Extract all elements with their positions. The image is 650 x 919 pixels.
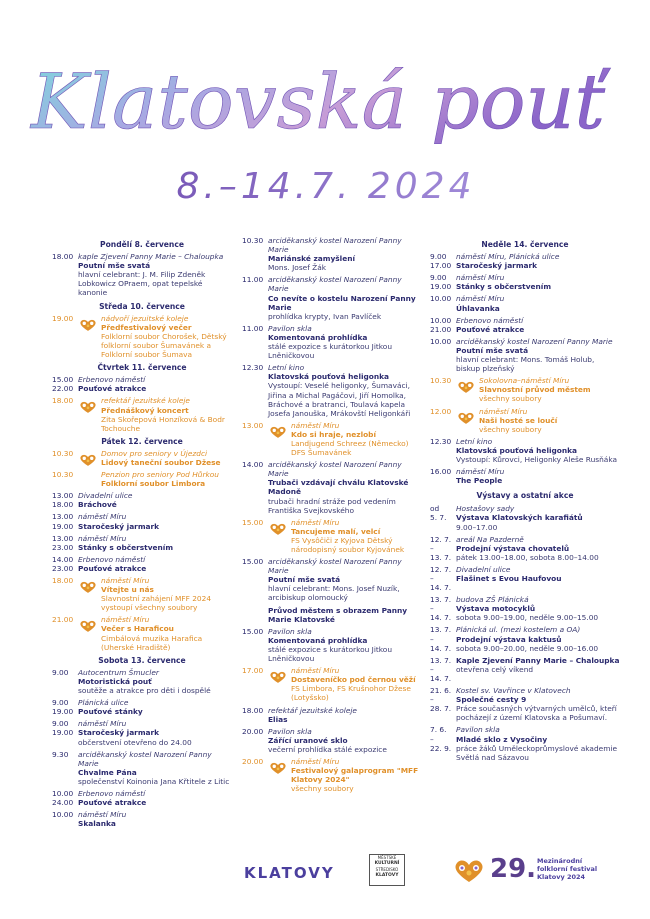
event-title: Kaple Zjevení Panny Marie – Chaloupka — [456, 655, 620, 665]
event-place: Erbenovo náměstí — [78, 554, 146, 564]
event-time: 10.00 — [52, 810, 74, 820]
event-place: arciděkanský kostel Narození Panny Marie — [268, 557, 402, 576]
event-title: Pouťové atrakce — [78, 798, 147, 808]
event-description: pátek 13.00–18.00, sobota 8.00–14.00 — [456, 552, 599, 562]
program-event — [430, 725, 620, 761]
event-title: Úhlavanka — [456, 303, 500, 313]
event-title: Festivalový galaprogram "MFF Klatovy 2024" — [291, 766, 419, 785]
event-title: Pouťové atrakce — [78, 563, 147, 573]
event-place: náměstí Míru — [78, 719, 127, 729]
program-event — [430, 316, 620, 334]
event-place: Plánická ulice — [78, 698, 129, 708]
event-title: Prodejní výstava chovatelů — [456, 543, 570, 553]
event-description: sobota 9.00–20.00, neděle 9.00–16.00 — [456, 643, 599, 653]
program-event — [242, 666, 422, 702]
event-time: 13. 7. – 14. 7. — [430, 655, 452, 683]
event-title: Kdo si hraje, nezlobí — [291, 429, 377, 439]
event-time: 15.00 — [242, 626, 264, 636]
event-title: Komentovaná prohlídka — [268, 332, 368, 342]
event-time: 9.30 — [52, 749, 69, 759]
event-place: Erbenovo náměstí — [456, 315, 524, 325]
program-event — [242, 460, 422, 515]
mks-line: KULTURNÍ — [374, 861, 400, 866]
event-time: 18.00 — [52, 576, 74, 585]
program-event — [52, 314, 232, 359]
event-description: Cimbálová muzika Harafica (Uherské Hradiště) — [101, 633, 203, 652]
program-event — [52, 449, 232, 467]
folk-ornament-icon — [78, 580, 98, 594]
festival-line: Klatovy 2024 — [537, 873, 586, 881]
program-event — [242, 727, 422, 754]
program-event — [430, 565, 620, 592]
program-column-1 — [52, 236, 232, 831]
event-description: Práce současných výtvarných umělců, kteří pocházejí z území Klatovska a Pošumaví. — [456, 704, 617, 723]
mks-line: MĚSTSKÉ — [377, 855, 397, 860]
program-event — [430, 437, 620, 464]
event-time: 10.30 — [52, 448, 74, 458]
program-event — [430, 252, 620, 270]
program-event — [52, 810, 232, 828]
day-heading: Neděle 14. července — [481, 240, 569, 249]
event-place: refektář jezuitské koleje — [101, 396, 190, 406]
program-event — [430, 273, 620, 291]
program-event — [52, 576, 232, 612]
event-time: 10.30 — [430, 376, 452, 386]
event-time: 10.00 21.00 — [430, 315, 452, 334]
event-time: 10.30 — [52, 470, 74, 480]
program-event — [242, 363, 422, 418]
event-title: Přednáškový koncert — [101, 405, 189, 415]
event-description: všechny soubory — [479, 424, 542, 434]
program-event — [52, 698, 232, 716]
event-time: 13.00 23.00 — [52, 533, 74, 552]
exhibitions-list — [430, 504, 620, 761]
event-place: Letní kino — [268, 363, 305, 373]
folk-ornament-icon — [78, 400, 98, 414]
event-title: Stánky s občerstvením — [78, 542, 174, 552]
event-place: náměstí Míru — [78, 512, 127, 522]
event-place: Pavilon skla — [456, 725, 500, 735]
program-event — [242, 706, 422, 724]
event-time: 14.00 — [242, 460, 264, 470]
event-time: 21.00 — [52, 615, 74, 625]
event-title: Pouťové stánky — [78, 707, 143, 717]
event-title: Výstava motocyklů — [456, 604, 536, 614]
event-description: otevřena celý víkend — [456, 664, 534, 674]
event-time: 12.30 — [242, 363, 264, 373]
event-title: Slavnostní průvod městem — [479, 385, 591, 395]
klatovy-logo: KLATOVY — [244, 864, 335, 882]
event-place: arciděkanský kostel Narození Panny Marie — [268, 236, 402, 255]
event-time: 18.00 — [242, 705, 264, 715]
folk-ornament-icon — [456, 380, 476, 394]
event-place: Pavilon skla — [268, 323, 312, 333]
program-event — [242, 324, 422, 360]
program-event — [430, 656, 620, 683]
hero — [0, 0, 650, 230]
event-place: Kostel sv. Vavřince v Klatovech — [456, 686, 571, 696]
event-time: 10.00 24.00 — [52, 788, 74, 808]
program-event — [52, 719, 232, 746]
event-description: hlavní celebrant: Mons. Tomáš Holub, biskup plzeňský — [456, 355, 595, 374]
day-heading: Čtvrtek 11. července — [97, 363, 187, 373]
event-time: 15.00 22.00 — [52, 375, 74, 394]
event-description: všechny soubory — [291, 784, 354, 794]
program-event — [430, 504, 620, 531]
event-title: Stánky s občerstvením — [456, 282, 552, 292]
event-place: náměstí Míru — [479, 406, 528, 416]
event-description: všechny soubory — [479, 394, 542, 404]
folk-ornament-icon — [456, 411, 476, 425]
event-place: refektář jezuitské koleje — [268, 705, 357, 715]
event-description: Vystoupí: Veselé heligonky, Šumaváci, Jiřina a Michal Pagáčovi, Jiří Homolka, Bráchové a bratranci, Toulavá kapela Josefa Janouška, Mrákovští Heligonkáři — [268, 381, 411, 418]
event-place: Divadelní ulice — [456, 564, 511, 574]
folk-ornament-icon — [268, 761, 288, 775]
folk-ornament-icon — [451, 858, 487, 884]
event-title: Prodejní výstava kaktusů — [456, 634, 562, 644]
event-title: Poutní mše svatá — [78, 261, 151, 271]
program-event — [242, 627, 422, 663]
event-time: 12. 7. – 13. 7. — [430, 534, 452, 562]
program-event — [430, 535, 620, 562]
hero-graphic — [0, 0, 650, 230]
event-place: náměstí Míru — [456, 467, 505, 477]
program-event — [430, 407, 620, 434]
event-description: hlavní celebrant: Mons. Josef Nuzík, arcibiskup olomoucký — [268, 584, 400, 603]
mks-logo — [369, 854, 405, 886]
event-place: Sokolovna–náměstí Míru — [479, 376, 570, 386]
event-description: stálé expozice s kurátorkou Jitkou Lněničkovou — [268, 644, 393, 664]
event-place: náměstí Míru — [291, 517, 340, 527]
event-time: 12. 7. – 14. 7. — [430, 564, 452, 593]
program-event — [430, 686, 620, 722]
event-description: společenství Koinonia Jana Křtitele z Litic — [78, 776, 230, 786]
program-event — [52, 750, 232, 786]
festival-text — [537, 857, 597, 881]
event-title: Staročeský jarmark — [78, 521, 160, 531]
event-place: Plánická ul. (mezi kostelem a OA) — [456, 625, 581, 635]
event-time: 11.00 — [242, 275, 264, 285]
festival-number: 29. — [490, 854, 537, 884]
event-time: 20.00 — [242, 726, 264, 736]
day-heading: Pátek 12. července — [101, 436, 183, 446]
program-event — [430, 294, 620, 312]
event-title: Motoristická pouť — [78, 676, 152, 686]
event-title: Naši hosté se loučí — [479, 415, 558, 425]
event-time: 9.00 19.00 — [52, 698, 74, 717]
event-time: 13. 7. – 14. 7. — [430, 625, 452, 653]
event-place: Penzion pro seniory Pod Hůrkou — [101, 470, 219, 480]
event-title: Mladé sklo z Vysočiny — [456, 734, 548, 744]
event-description: Landjugend Schreez (Německo) DFS Šumavánek — [291, 438, 409, 458]
event-place: arciděkanský kostel Narození Panny Marie — [78, 749, 212, 768]
program-event — [52, 555, 232, 573]
event-time: 13. 7. – 14. 7. — [430, 595, 452, 623]
event-description: FS Limbora, FS Krušnohor Džese (Lotyšsko) — [291, 684, 411, 703]
event-time: 20.00 — [242, 756, 264, 766]
festival-line: Mezinárodní — [537, 857, 583, 865]
event-title: Staročeský jarmark — [78, 728, 160, 738]
program-event — [430, 595, 620, 622]
program-event — [52, 470, 232, 488]
event-title: Elias — [268, 714, 288, 724]
folk-ornament-icon — [78, 619, 98, 633]
program-event — [52, 512, 232, 530]
event-description: práce žáků Uměleckoprůmyslové akademie Světlá nad Sázavou — [456, 743, 617, 762]
program-event — [430, 337, 620, 373]
event-place: Erbenovo náměstí — [78, 375, 146, 385]
event-description: občerstvení otevřeno do 24.00 — [78, 737, 192, 747]
event-place: arciděkanský kostel Narození Panny Marie — [268, 460, 402, 479]
program-event — [242, 606, 422, 624]
exhibitions-heading: Výstavy a ostatní akce — [476, 491, 574, 501]
festival-logo — [451, 852, 611, 888]
event-time: 15.00 — [242, 557, 264, 567]
event-title: Pouťové atrakce — [78, 384, 147, 394]
event-place: náměstí Míru — [456, 273, 505, 283]
event-title: Staročeský jarmark — [456, 261, 538, 271]
event-place: Pavilon skla — [268, 626, 312, 636]
event-title: Mariánské zamyšlení — [268, 254, 356, 264]
event-title: Komentovaná prohlídka — [268, 635, 368, 645]
program-column-3 — [430, 236, 620, 765]
event-time: 17.00 — [242, 666, 264, 676]
event-title: Chvalme Pána — [78, 767, 137, 777]
program-event — [52, 375, 232, 393]
festival-line: folklorní festival — [537, 865, 598, 873]
event-description: sobota 9.00–19.00, neděle 9.00–15.00 — [456, 613, 599, 623]
event-title: Poutní mše svatá — [268, 575, 341, 585]
event-title: Zářící uranové sklo — [268, 735, 348, 745]
event-place: náměstí Míru — [78, 810, 127, 820]
event-description: hlavní celebrant: J. M. Filip Zdeněk Lobkowicz OPraem, opat tepelské kanonie — [78, 270, 206, 298]
page-title: Klatovská pouť — [30, 57, 606, 146]
mks-line: KLATOVY — [375, 873, 399, 878]
program-event — [52, 615, 232, 651]
event-description: Zita Skořepová Honzíková & Bodr Tochouche — [101, 414, 225, 433]
event-title: Flašinet s Evou Haufovou — [456, 574, 562, 583]
event-time: 12.30 — [430, 436, 452, 446]
program-event — [242, 236, 422, 272]
event-title: Klatovská pouťová heligonka — [456, 445, 578, 455]
event-title: Výstava Klatovských karafiátů — [456, 513, 583, 523]
event-description: trubači hradní stráže pod vedením Františka Svejkovského — [268, 496, 396, 515]
date-range: 8.–14.7. 2024 — [176, 166, 476, 207]
event-place: Pavilon skla — [268, 726, 312, 736]
event-title: Předfestivalový večer — [101, 322, 192, 332]
event-time: 7. 6. – 22. 9. — [430, 725, 452, 753]
event-title: Klatovská pouťová heligonka — [268, 372, 390, 382]
event-time — [242, 606, 268, 624]
event-description: FS Vysôčiči z Kyjova Dětský národopisný soubor Kyjovánek — [291, 535, 405, 554]
program-event — [242, 518, 422, 554]
event-place: náměstí Míru, Plánická ulice — [456, 252, 560, 262]
event-place: Divadelní ulice — [78, 491, 133, 501]
program-event — [52, 789, 232, 807]
event-description: stálé expozice s kurátorkou Jitkou Lněničkovou — [268, 342, 393, 361]
event-time: 10.30 — [242, 236, 264, 245]
program-event — [52, 668, 232, 695]
event-title: Co nevíte o kostelu Narození Panny Marie — [268, 293, 416, 312]
mks-line: STŘEDISKO — [375, 867, 399, 872]
event-place: Hostašovy sady — [456, 504, 515, 514]
day-heading: Středa 10. července — [99, 301, 185, 311]
event-title: Skalanka — [78, 819, 116, 829]
program-event — [430, 467, 620, 485]
event-place: kaple Zjevení Panny Marie – Chaloupka — [78, 252, 224, 262]
event-description: 9.00–17.00 — [456, 522, 498, 532]
program-event — [52, 252, 232, 297]
event-time: 13.00 — [242, 420, 264, 430]
event-place: areál Na Pazderně — [456, 534, 524, 544]
day-heading: Pondělí 8. července — [100, 240, 184, 249]
program-event — [242, 275, 422, 320]
event-description: soutěže a atrakce pro děti i dospělé — [78, 686, 211, 696]
program-column-2 — [242, 236, 422, 796]
event-place: náměstí Míru — [456, 294, 505, 304]
folk-ornament-icon — [268, 522, 288, 536]
event-title: Folklorní soubor Limbora — [101, 479, 206, 489]
event-place: nádvoří jezuitské koleje — [101, 313, 189, 323]
event-title: Dostaveníčko pod černou věží — [291, 675, 416, 685]
event-place: náměstí Míru — [291, 666, 340, 676]
event-place: budova ZŠ Plánická — [456, 595, 529, 605]
event-title: Tancujeme malí, velcí — [291, 526, 381, 536]
event-place: Domov pro seniory v Újezdci — [101, 448, 208, 458]
event-time: 16.00 — [430, 467, 452, 477]
folk-ornament-icon — [268, 425, 288, 439]
program-event — [242, 421, 422, 457]
event-time: 21. 6. – 28. 7. — [430, 686, 452, 714]
event-time: 19.00 — [52, 313, 74, 323]
event-time: 11.00 — [242, 323, 264, 333]
sunday-events — [430, 252, 620, 485]
event-time: 13.00 19.00 — [52, 512, 74, 531]
program-event — [242, 557, 422, 602]
event-title: Průvod městem s obrazem Panny Marie Klatovské — [268, 605, 408, 624]
event-title: Poutní mše svatá — [456, 345, 529, 355]
event-time: 10.00 — [430, 294, 452, 304]
event-title: The People — [456, 476, 503, 486]
event-time: 9.00 19.00 — [52, 719, 74, 738]
program-event — [52, 491, 232, 509]
event-description: Mons. Josef Žák — [268, 263, 327, 273]
event-place: arciděkanský kostel Narození Panny Marie — [268, 275, 402, 294]
event-title: Vítejte u nás — [101, 585, 154, 595]
event-place: náměstí Míru — [291, 756, 340, 766]
event-title: Lidový taneční soubor Džese — [101, 457, 221, 467]
event-title: Bráchové — [78, 500, 117, 510]
day-heading: Sobota 13. července — [98, 655, 186, 665]
event-description: Vystoupí: Kůrovci, Heligonky Aleše Rusňáka — [456, 454, 617, 464]
program-event — [52, 534, 232, 552]
event-title: Večer s Haraficou — [101, 624, 174, 634]
event-title: Společné cesty 9 — [456, 695, 527, 705]
program-event — [430, 625, 620, 652]
event-description: Slavnostní zahájení MFF 2024 vystoupí všechny soubory — [101, 594, 212, 613]
event-time: 14.00 23.00 — [52, 554, 74, 573]
program-event — [430, 376, 620, 403]
event-time: 9.00 — [52, 667, 69, 677]
event-description: Folklorní soubor Chorošek, Dětský folklorní soubor Šumavánek a Folklorní soubor Šumava — [101, 331, 227, 360]
event-place: náměstí Míru — [101, 615, 150, 625]
folk-ornament-icon — [78, 453, 98, 467]
event-time: 9.00 17.00 — [430, 252, 452, 271]
event-time: 13.00 18.00 — [52, 491, 74, 510]
event-time: 18.00 — [52, 252, 74, 262]
folk-ornament-icon — [268, 670, 288, 684]
program-event — [242, 757, 422, 793]
event-place: náměstí Míru — [291, 420, 340, 430]
event-time: od 5. 7. — [430, 504, 447, 523]
event-place: náměstí Míru — [101, 576, 150, 585]
event-description: večerní prohlídka stálé expozice — [268, 744, 387, 754]
footer — [0, 852, 650, 892]
program-event — [52, 396, 232, 432]
event-place: náměstí Míru — [78, 533, 127, 543]
event-place: Letní kino — [456, 436, 493, 446]
event-time: 18.00 — [52, 396, 74, 406]
event-description: prohlídka krypty, Ivan Pavlíček — [268, 311, 382, 321]
event-place: Erbenovo náměstí — [78, 788, 146, 798]
folk-ornament-icon — [78, 318, 98, 332]
event-title: Pouťové atrakce — [456, 324, 525, 334]
event-place: Autocentrum Šmucler — [78, 667, 159, 677]
event-time: 10.00 — [430, 336, 452, 346]
event-time: 9.00 19.00 — [430, 273, 452, 292]
event-time: 12.00 — [430, 406, 452, 416]
event-title: Trubači vzdávají chválu Klatovské Madoně — [268, 478, 409, 497]
event-place: arciděkanský kostel Narození Panny Marie — [456, 336, 613, 346]
event-time: 15.00 — [242, 517, 264, 527]
